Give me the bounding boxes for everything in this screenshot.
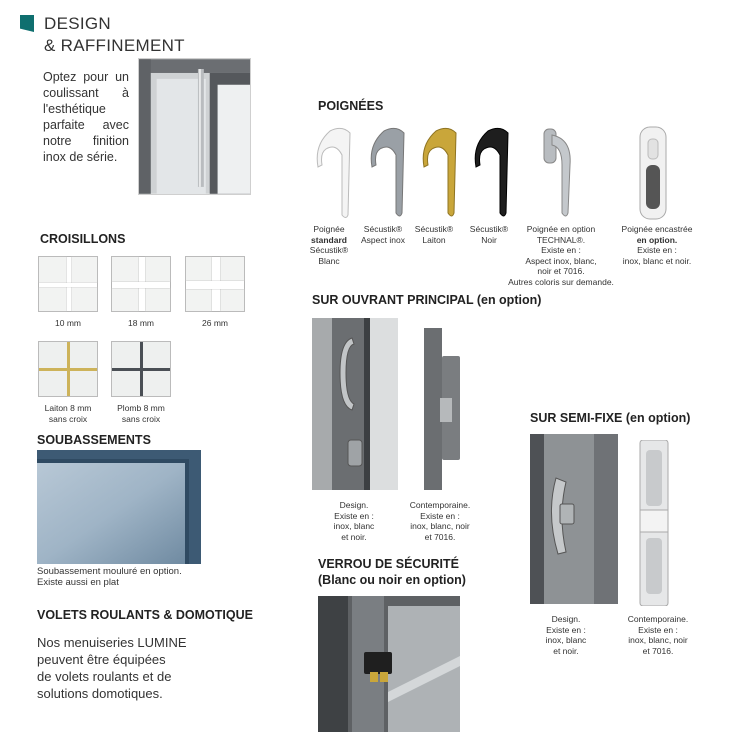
ouvrant-title: SUR OUVRANT PRINCIPAL (en option): [312, 293, 542, 307]
verrou-title-line2: (Blanc ou noir en option): [318, 573, 466, 587]
handle-caption-line: standard: [311, 234, 347, 245]
handle-caption-line: Poignée encastrée: [621, 224, 693, 234]
croisillon-tile-10mm: [38, 256, 98, 312]
verrou-photo: [318, 596, 460, 732]
handle-caption-line: Sécustik®: [363, 224, 403, 234]
semifixe-design-photo: [530, 434, 618, 604]
ouvrant-caption-line: inox, blanc: [333, 521, 375, 531]
ouvrant-caption: [318, 500, 390, 542]
handle-technal-icon: [538, 125, 578, 221]
handle-caption: [506, 224, 616, 287]
ouvrant-caption-line: et noir.: [341, 531, 367, 542]
semifixe-caption-line: inox, blanc: [545, 635, 587, 645]
volets-text-line: solutions domotiques.: [37, 686, 163, 701]
croisillon-bar-horizontal: [112, 368, 170, 371]
croisillon-bar-horizontal: [39, 368, 97, 371]
handle-caption-line: Noir: [481, 234, 497, 245]
soubassement-caption-line1: Soubassement mouluré en option.: [37, 566, 182, 577]
volets-text-line: peuvent être équipées: [37, 652, 166, 667]
semifixe-caption-line: Design.: [551, 614, 581, 624]
croisillon-label: [111, 403, 171, 424]
handle-caption-line: Laiton: [422, 234, 446, 245]
handle-caption-line: Existe en :: [637, 245, 677, 255]
section-marker: [20, 15, 34, 32]
soubassement-photo: [37, 450, 201, 564]
semifixe-caption: [620, 614, 696, 656]
poignees-title: POIGNÉES: [318, 99, 384, 113]
page-title-line1: DESIGN: [44, 14, 111, 33]
semifixe-caption-line: et noir.: [553, 645, 579, 656]
ouvrant-caption-line: Design.: [339, 500, 369, 510]
soubassement-caption-line2: Existe aussi en plat: [37, 577, 119, 588]
croisillon-bar-horizontal: [112, 282, 170, 288]
handle-caption-line: Sécustik®: [414, 224, 454, 234]
page-title: [44, 13, 185, 57]
handle-standard-blanc-icon: [312, 125, 360, 221]
handle-encastree-icon: [636, 125, 670, 221]
croisillon-bar-horizontal: [186, 281, 244, 289]
ouvrant-design-photo: [312, 318, 398, 490]
handle-caption: [412, 224, 456, 245]
volets-text-line: de volets roulants et de: [37, 669, 172, 684]
croisillon-label-line1: Laiton 8 mm: [44, 403, 92, 413]
semifixe-caption-line: et 7016.: [642, 645, 674, 656]
semifixe-contemporaine-photo: [638, 440, 670, 606]
volets-text-line: Nos menuiseries LUMINE: [37, 635, 187, 650]
ouvrant-caption: [404, 500, 476, 542]
croisillon-tile-26mm: [185, 256, 245, 312]
handle-caption-line: Blanc: [318, 255, 340, 266]
handle-secustik-laiton-icon: [420, 125, 464, 221]
ouvrant-caption-line: Existe en :: [420, 510, 460, 521]
verrou-title-line1: VERROU DE SÉCURITÉ: [318, 557, 459, 571]
croisillon-label: 10 mm: [55, 318, 81, 328]
intro-text: Optez pour un coulissant à l'esthétique parfaite avec notre finition inox de série.: [43, 70, 129, 164]
semifixe-caption: [532, 614, 600, 656]
croisillon-tile-plomb: [111, 341, 171, 397]
handle-caption-line: Aspect inox: [361, 234, 405, 245]
croisillon-tile-18mm: [111, 256, 171, 312]
handle-caption-line: Existe en :: [541, 245, 581, 255]
croisillon-label-line2: sans croix: [48, 413, 88, 424]
semifixe-caption-line: Contemporaine.: [627, 614, 689, 624]
ouvrant-caption-line: Contemporaine.: [409, 500, 471, 510]
soubassements-title: SOUBASSEMENTS: [37, 433, 151, 447]
ouvrant-contemporaine-photo: [420, 328, 464, 490]
ouvrant-caption-line: Existe en :: [334, 510, 374, 521]
handle-caption-line: Poignée en option: [526, 224, 596, 234]
page-title-line2: & RAFFINEMENT: [44, 36, 185, 55]
croisillon-label-line2: sans croix: [121, 413, 161, 424]
croisillon-label: 18 mm: [128, 318, 154, 328]
soubassement-caption: [37, 566, 182, 588]
handle-secustik-inox-icon: [368, 125, 412, 221]
semifixe-caption-line: Existe en :: [638, 624, 678, 635]
handle-caption-line: Poignée: [313, 224, 345, 234]
croisillon-bar-horizontal: [39, 283, 97, 287]
croisillon-tile-laiton: [38, 341, 98, 397]
croisillons-grid: [38, 256, 258, 426]
croisillon-label-line1: Plomb 8 mm: [117, 403, 165, 413]
handle-caption-line: Autres coloris sur demande.: [508, 276, 614, 287]
semifixe-caption-line: inox, blanc, noir: [628, 635, 688, 645]
croisillon-label: 26 mm: [202, 318, 228, 328]
handle-caption-line: en option.: [636, 234, 678, 245]
handle-caption: [304, 224, 354, 266]
semifixe-title: SUR SEMI-FIXE (en option): [530, 411, 691, 425]
handle-caption-line: inox, blanc et noir.: [622, 255, 692, 266]
volets-text: [37, 634, 187, 702]
handle-caption-line: TECHNAL®.: [536, 234, 586, 245]
handle-caption-line: noir et 7016.: [537, 266, 585, 276]
handle-secustik-noir-icon: [472, 125, 516, 221]
handle-caption: [356, 224, 410, 245]
intro-photo: [138, 58, 251, 195]
volets-title: VOLETS ROULANTS & DOMOTIQUE: [37, 608, 253, 622]
croisillons-title: CROISILLONS: [40, 232, 126, 246]
handle-caption-line: Aspect inox, blanc,: [525, 255, 597, 266]
croisillon-label: [38, 403, 98, 424]
handle-caption-line: Sécustik®: [309, 245, 349, 255]
semifixe-caption-line: Existe en :: [546, 624, 586, 635]
handle-caption-line: Sécustik®: [469, 224, 509, 234]
ouvrant-caption-line: inox, blanc, noir: [410, 521, 470, 531]
handle-caption: [614, 224, 700, 266]
verrou-title: [318, 556, 466, 588]
ouvrant-caption-line: et 7016.: [424, 531, 456, 542]
